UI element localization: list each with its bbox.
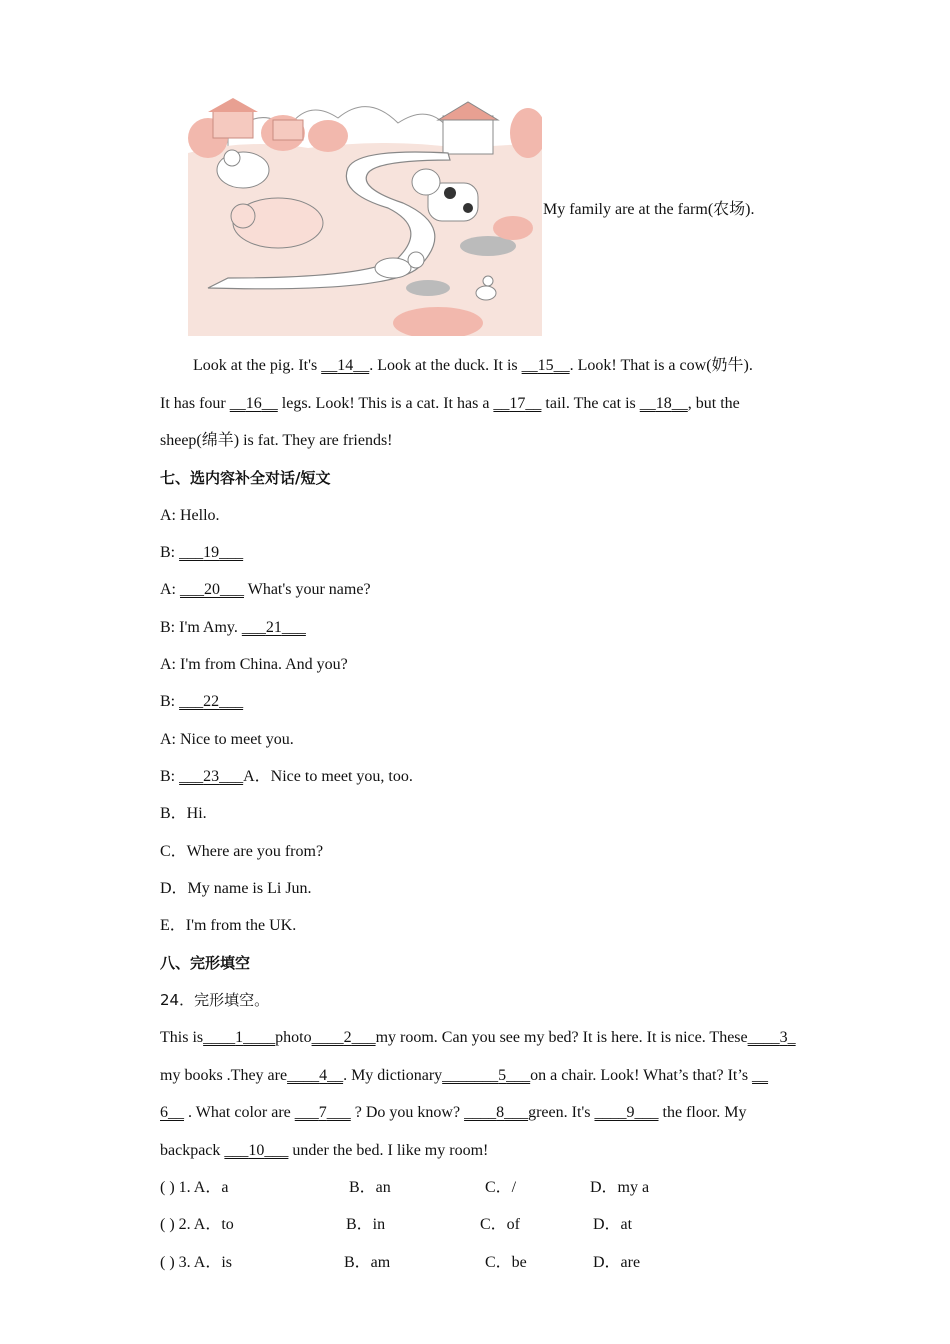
choice-3-d: D．are (593, 1254, 641, 1271)
question-24: 24．完形填空。 (160, 991, 270, 1009)
dialogue-line: A: I'm from China. And you? (160, 656, 348, 673)
choice-1-c: C．/ (485, 1179, 517, 1196)
dialogue-line: A: ___20___ What's your name? (160, 581, 371, 598)
choice-2-c: C．of (480, 1216, 521, 1233)
cloze-line-3: 6__ . What color are ___7___ ? Do you know? ____8___green. It's ____9___ the floor. My (160, 1104, 747, 1121)
choice-1-d: D．my a (590, 1179, 650, 1196)
choice-2-a: ( ) 2. A．to (160, 1216, 234, 1233)
section-7-title: 七、选内容补全对话/短文 (160, 469, 331, 487)
choice-2-d: D．at (593, 1216, 633, 1233)
choice-3-a: ( ) 3. A．is (160, 1254, 233, 1271)
farm-illustration (188, 98, 542, 336)
cloze-line-2: my books .They are____4__. My dictionary_______5___on a chair. Look! What’s that? It’s __ (160, 1067, 769, 1084)
choice-3-b: B．am (344, 1254, 391, 1271)
passage-caption: My family are at the farm(农场). (543, 201, 755, 218)
dialogue-line: A: Nice to meet you. (160, 731, 294, 748)
choice-3-c: C．be (485, 1254, 527, 1271)
dialogue-line: B: ___23___A．Nice to meet you, too. (160, 768, 413, 785)
cloze-line-1: This is____1____photo____2___my room. Can you see my bed? It is here. It is nice. These____3_ (160, 1029, 796, 1046)
dialogue-line: B: ___22___ (160, 693, 244, 710)
option-e: E．I'm from the UK. (160, 917, 297, 934)
passage-line-1: Look at the pig. It's __14__. Look at the duck. It is __15__. Look! That is a cow(奶牛). (193, 357, 753, 374)
option-c: C．Where are you from? (160, 843, 324, 860)
dialogue-line: A: Hello. (160, 507, 220, 524)
passage-line-2: It has four __16__ legs. Look! This is a cat. It has a __17__ tail. The cat is __18__, but the (160, 395, 740, 412)
cloze-line-4: backpack ___10___ under the bed. I like my room! (160, 1142, 489, 1159)
option-d: D．My name is Li Jun. (160, 880, 312, 897)
choice-1-b: B．an (349, 1179, 391, 1196)
dialogue-line: B: ___19___ (160, 544, 244, 561)
choice-1-a: ( ) 1. A．a (160, 1179, 229, 1196)
passage-line-3: sheep(绵羊) is fat. They are friends! (160, 432, 393, 449)
section-8-title: 八、完形填空 (160, 954, 251, 972)
option-b: B．Hi. (160, 805, 207, 822)
dialogue-line: B: I'm Amy. ___21___ (160, 619, 306, 636)
choice-2-b: B．in (346, 1216, 386, 1233)
